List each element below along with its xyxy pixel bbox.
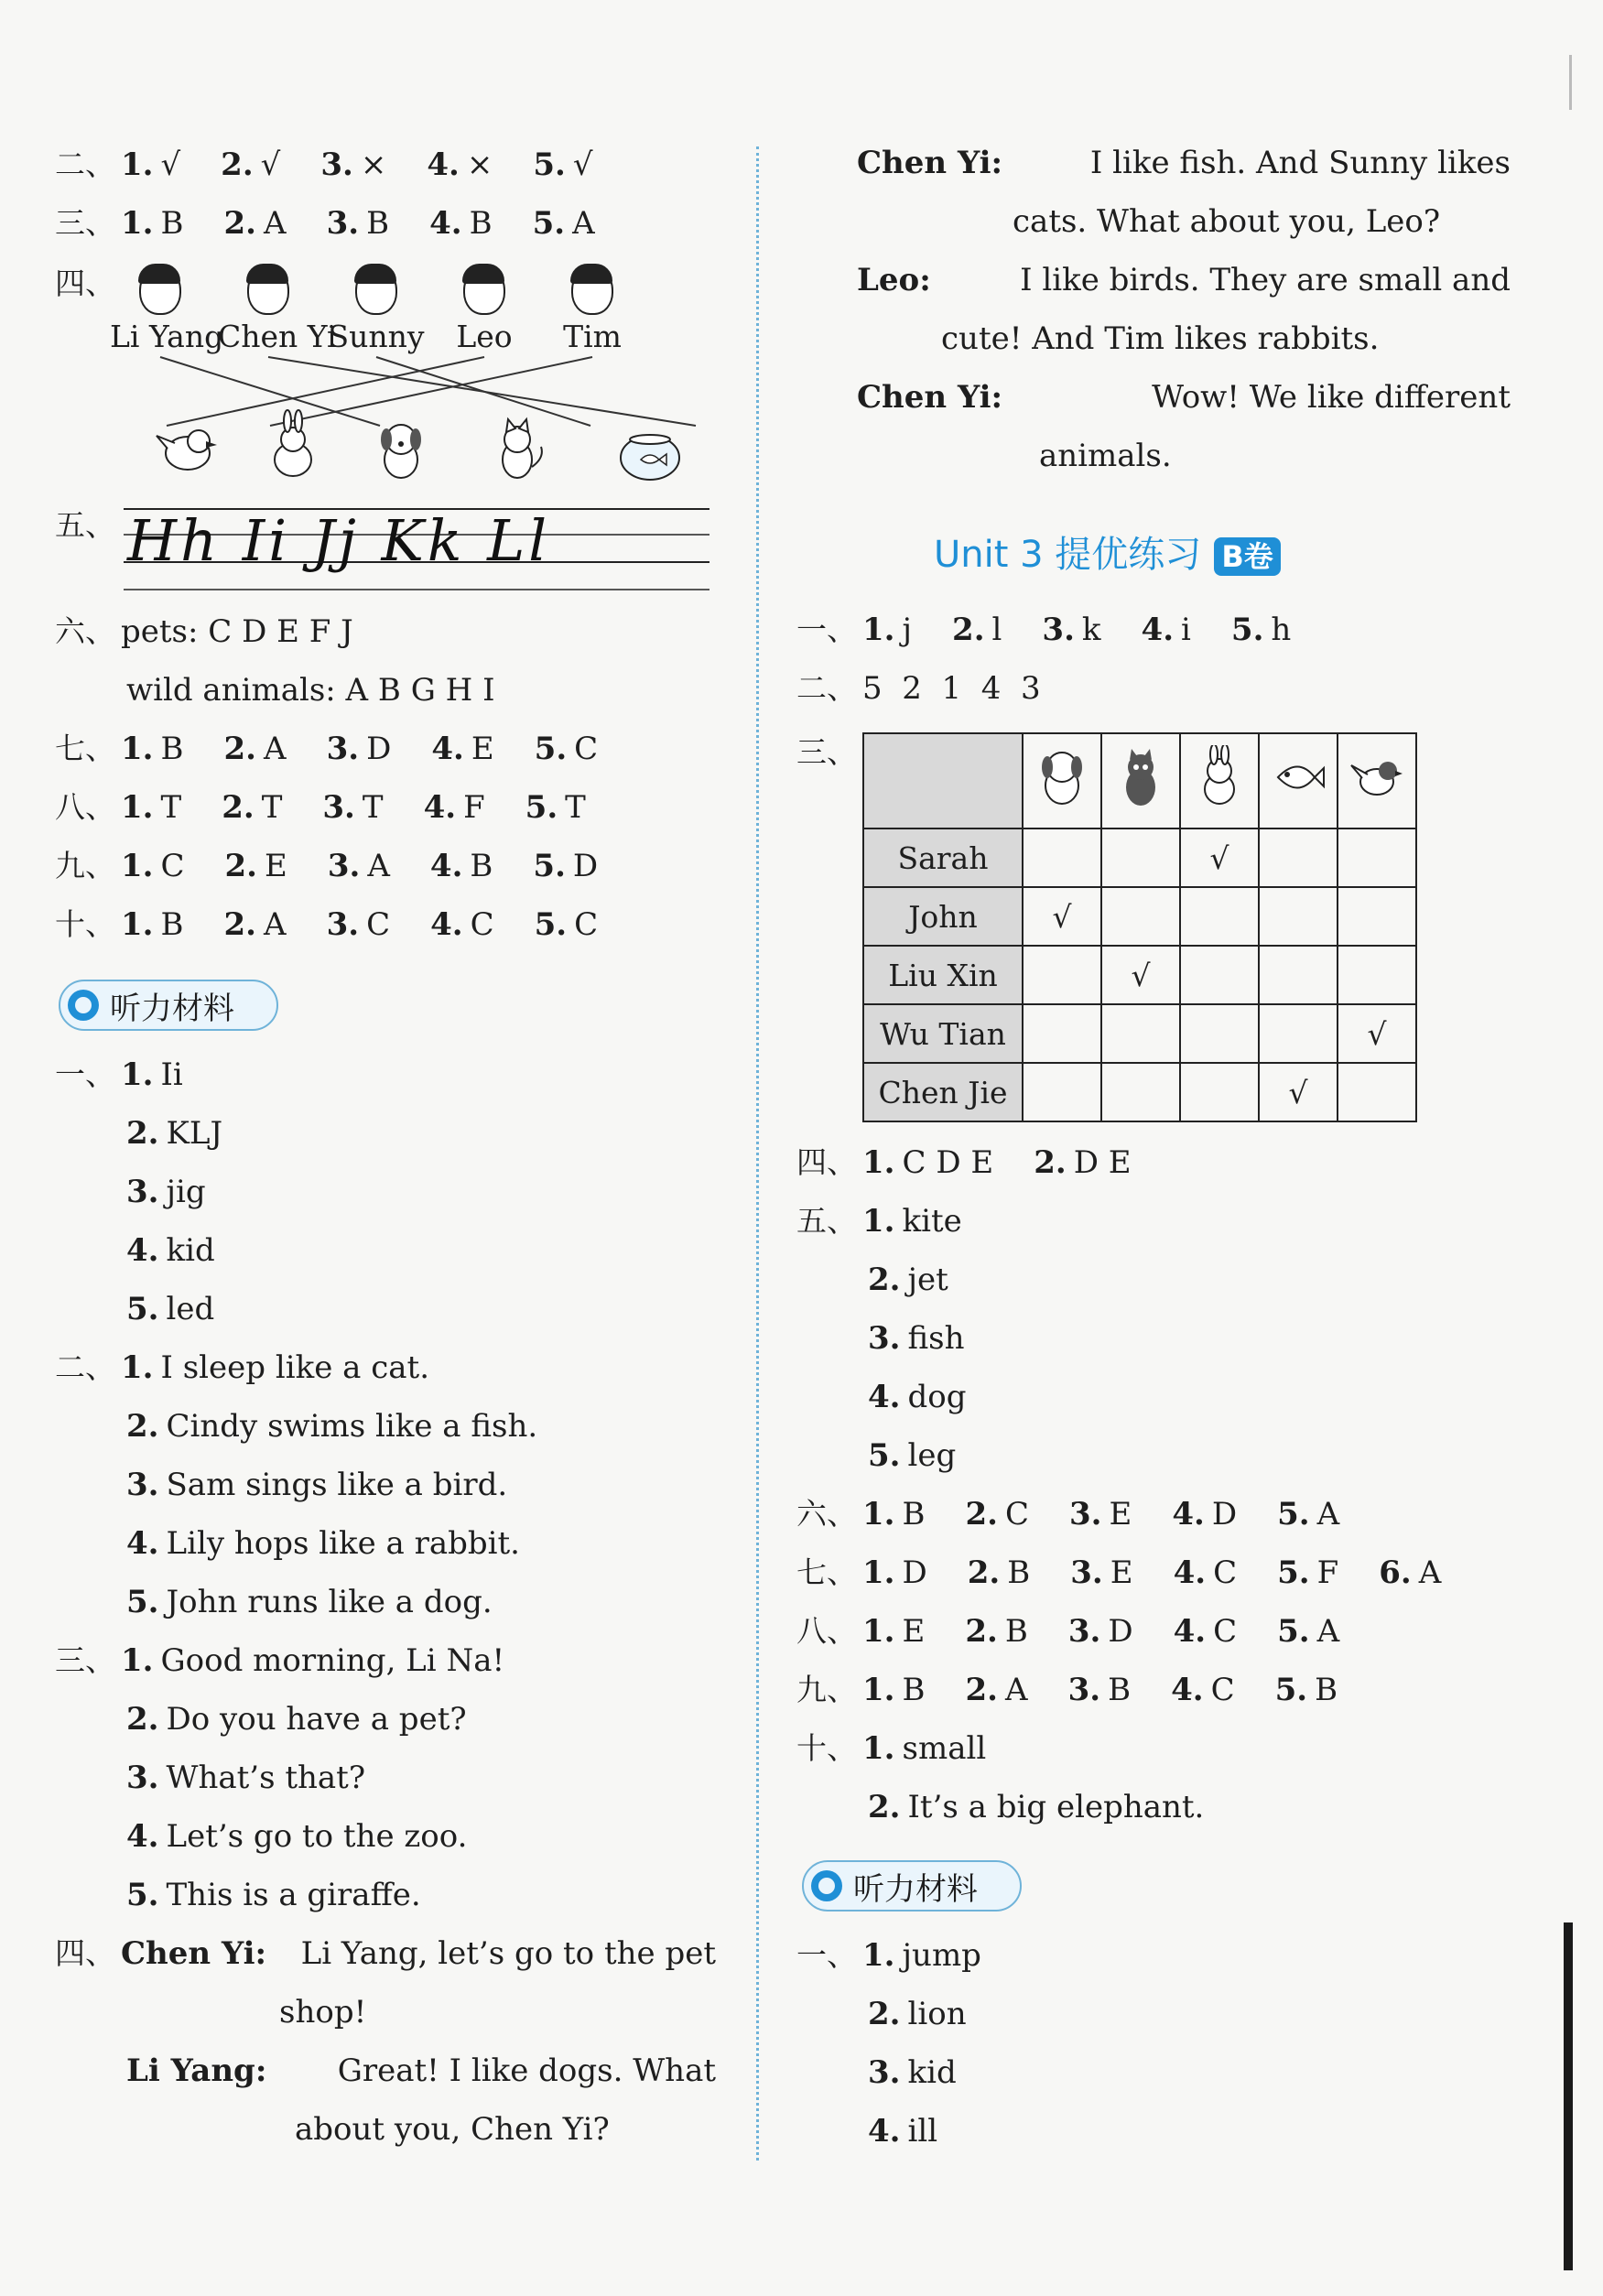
r-section-10-item-1: 十、 1. small bbox=[796, 1730, 987, 1767]
scan-mark bbox=[1569, 55, 1572, 110]
r-listening-1-item-1: 一、 1. jump bbox=[796, 1937, 981, 1974]
table-row: John √ bbox=[863, 887, 1416, 946]
dialogue-chen-yi-1-cont: cats. What about you, Leo? bbox=[1013, 203, 1441, 240]
scan-edge-shadow bbox=[1564, 1922, 1573, 2270]
b-paper-badge: B卷 bbox=[1214, 537, 1280, 576]
r-section-3-label: 三、 bbox=[796, 734, 857, 770]
cat-icon bbox=[1101, 733, 1180, 829]
dialogue-line-1: 四、 Chen Yi: Li Yang, let’s go to the pet bbox=[55, 1935, 716, 1972]
section-3-answers: 三、 1. B 2. A 3. B 4. B 5. A bbox=[55, 205, 595, 242]
dialogue-leo-cont: cute! And Tim likes rabbits. bbox=[941, 320, 1380, 357]
listening-material-heading: 听力材料 bbox=[59, 980, 278, 1031]
listening-2-item-5: 5. John runs like a dog. bbox=[126, 1584, 493, 1620]
listening-2-item-3: 3. Sam sings like a bird. bbox=[126, 1467, 508, 1503]
r-section-5-item-1: 五、 1. kite bbox=[796, 1203, 962, 1240]
rabbit-icon bbox=[1180, 733, 1259, 829]
table-row: Wu Tian √ bbox=[863, 1004, 1416, 1063]
r-section-10-item-2: 2. It’s a big elephant. bbox=[868, 1789, 1205, 1825]
section-8-answers: 八、 1. T 2. T 3. T 4. F 5. T bbox=[55, 789, 586, 826]
r-section-5-item-5: 5. leg bbox=[868, 1437, 957, 1474]
r-section-9-answers: 九、 1. B 2. A 3. B 4. C 5. B bbox=[796, 1672, 1338, 1708]
listening-1-item-1: 一、 1. Ii bbox=[55, 1056, 183, 1093]
r-section-2-sequence: 二、 5 2 1 4 3 bbox=[796, 670, 1041, 707]
listening-3-item-2: 2. Do you have a pet? bbox=[126, 1701, 467, 1738]
section-5-label: 五、 bbox=[55, 507, 115, 543]
matching-lines bbox=[110, 265, 732, 494]
section-10-answers: 十、 1. B 2. A 3. C 4. C 5. C bbox=[55, 906, 599, 943]
kid-leo: Leo bbox=[434, 265, 535, 355]
listening-2-item-2: 2. Cindy swims like a fish. bbox=[126, 1408, 538, 1445]
dog-icon bbox=[381, 425, 421, 478]
r-section-1-answers: 一、 1. j 2. l 3. k 4. i 5. h bbox=[796, 612, 1292, 648]
r-section-4-answers: 四、 1. C D E 2. D E bbox=[796, 1144, 1132, 1181]
fishbowl-icon bbox=[621, 435, 679, 480]
listening-3-item-1: 三、 1. Good morning, Li Na! bbox=[55, 1642, 505, 1679]
listening-material-heading-2: 听力材料 bbox=[802, 1860, 1022, 1912]
listening-3-item-5: 5. This is a giraffe. bbox=[126, 1877, 421, 1913]
listening-2-item-4: 4. Lily hops like a rabbit. bbox=[126, 1525, 520, 1562]
dialogue-line-2-cont: about you, Chen Yi? bbox=[295, 2111, 610, 2148]
listening-1-item-5: 5. led bbox=[126, 1291, 215, 1327]
bird-icon bbox=[157, 430, 217, 470]
unit-3-title: Unit 3 提优练习 B卷 bbox=[934, 525, 1281, 578]
dialogue-chen-yi-1: Chen Yi: I like fish. And Sunny likes bbox=[857, 145, 1511, 181]
kids-animals-matching bbox=[110, 265, 732, 494]
r-listening-1-item-2: 2. lion bbox=[868, 1996, 967, 2032]
section-4-label: 四、 bbox=[55, 265, 115, 301]
handwriting-grid bbox=[124, 502, 746, 602]
handwriting-letters: Hh Ii Jj Kk Ll bbox=[127, 507, 551, 574]
listening-3-item-3: 3. What’s that? bbox=[126, 1760, 366, 1796]
pets-table bbox=[862, 732, 1417, 1122]
dialogue-chen-yi-2: Chen Yi: Wow! We like different bbox=[857, 379, 1511, 416]
table-row: Chen Jie √ bbox=[863, 1063, 1416, 1121]
bird-icon bbox=[1338, 733, 1416, 829]
listening-1-item-3: 3. jig bbox=[126, 1174, 206, 1210]
listening-3-item-4: 4. Let’s go to the zoo. bbox=[126, 1818, 468, 1855]
section-9-answers: 九、 1. C 2. E 3. A 4. B 5. D bbox=[55, 848, 599, 884]
dialogue-chen-yi-2-cont: animals. bbox=[1039, 438, 1172, 474]
section-6-pets: 六、 pets: C D E F J bbox=[55, 613, 353, 650]
section-2-answers: 二、 1. √ 2. √ 3. × 4. × 5. √ bbox=[55, 146, 593, 183]
section-7-answers: 七、 1. B 2. A 3. D 4. E 5. C bbox=[55, 731, 599, 767]
r-section-5-item-4: 4. dog bbox=[868, 1379, 967, 1415]
kid-tim: Tim bbox=[542, 265, 643, 355]
dialogue-line-2: Li Yang: Great! I like dogs. What bbox=[126, 2052, 716, 2089]
headphones-icon bbox=[811, 1870, 842, 1901]
dog-icon bbox=[1023, 733, 1101, 829]
r-section-7-answers: 七、 1. D 2. B 3. E 4. C 5. F 6. A bbox=[796, 1554, 1442, 1591]
column-divider bbox=[756, 146, 759, 2161]
table-row: Sarah √ bbox=[863, 829, 1416, 887]
table-row: Liu Xin √ bbox=[863, 946, 1416, 1004]
listening-1-item-2: 2. KLJ bbox=[126, 1115, 223, 1152]
headphones-icon bbox=[68, 990, 99, 1021]
table-header-row bbox=[863, 733, 1416, 829]
dialogue-leo: Leo: I like birds. They are small and bbox=[857, 262, 1511, 298]
r-listening-1-item-3: 3. kid bbox=[868, 2054, 957, 2091]
cat-icon bbox=[503, 419, 542, 478]
kid-chen-yi: Chen Yi bbox=[218, 265, 319, 355]
r-section-5-item-3: 3. fish bbox=[868, 1320, 965, 1357]
r-section-6-answers: 六、 1. B 2. C 3. E 4. D 5. A bbox=[796, 1496, 1340, 1532]
r-listening-1-item-4: 4. ill bbox=[868, 2113, 938, 2150]
r-section-5-item-2: 2. jet bbox=[868, 1262, 948, 1298]
section-6-wild: wild animals: A B G H I bbox=[126, 672, 495, 709]
r-section-8-answers: 八、 1. E 2. B 3. D 4. C 5. A bbox=[796, 1613, 1340, 1650]
fish-icon bbox=[1259, 733, 1338, 829]
kid-li-yang: Li Yang bbox=[110, 265, 211, 355]
listening-2-item-1: 二、 1. I sleep like a cat. bbox=[55, 1349, 430, 1386]
kid-sunny: Sunny bbox=[326, 265, 427, 355]
dialogue-line-1-cont: shop! bbox=[279, 1994, 367, 2031]
listening-1-item-4: 4. kid bbox=[126, 1232, 215, 1269]
